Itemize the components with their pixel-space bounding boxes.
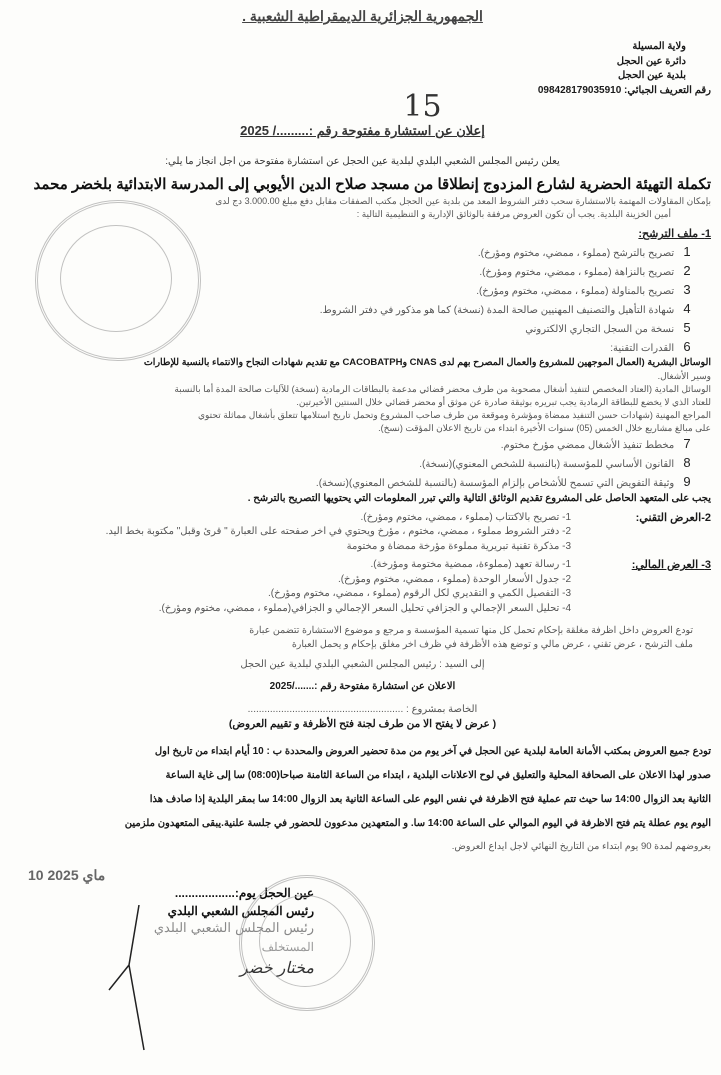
signatory-title: رئيس المجلس الشعبي البلدي [167, 903, 314, 918]
section2-heading: 2-العرض التقني: [635, 511, 711, 524]
envelope-line-2: ملف الترشح ، عرض تقني ، عرض مالي و توضع هذه الأظرفة في ظرف اخر مغلق بإحكام و يحمل العبارة [291, 638, 693, 650]
republic-header: الجمهورية الجزائرية الديمقراطية الشعبية . [242, 8, 483, 24]
list-item: 9 وثيقة التفويض التي تسمح للأشخاص بإلزام المؤسسة (بالنسبة للشخص المعنوي)(نسخة). [315, 474, 691, 490]
section2 [14, 511, 711, 555]
envelope-line-1: تودع العروض داخل اظرفة مغلقة بإحكام تحمل كل منها تسمية المؤسسة و مرجع و موضوع الاستشارة تتضمن عبارة [249, 625, 693, 637]
list-item: 3 تصريح بالمناولة (مملوء ، ممضي، مختوم ومؤرخ). [476, 282, 691, 298]
references-line-2: على مبالغ مشاريع خلال الخمس (05) سنوات الأخيرة ابتداء من تاريخ الاعلان المؤقت (نسخ). [378, 423, 711, 434]
list-item: 3- التفصيل الكمي و التقديري لكل الرقوم (مملوء ، ممضي، مختوم ومؤرخ). [268, 588, 571, 600]
list-item: 4- تحليل السعر الإجمالي و الجزافي تحليل السعر الإجمالي و الجزافي(مملوء ، ممضي، مختوم ومؤرخ). [158, 602, 571, 614]
material-resources-line-1: الوسائل المادية (العتاد المخصص لتنفيذ أشغال مصحوبة من طرف محضر قضائي مدعمة بالبطاقات الرمادية (نسخة) للآليات صالحة المدة أما بالنسبة [174, 384, 711, 395]
list-item: 3- مذكرة تقنية تبريرية مملوءة مؤرخة ممضاة و مختومة [346, 540, 571, 552]
signature-block [14, 865, 314, 1055]
list-item: 1- تصريح بالاكتتاب (مملوء ، ممضي، مختوم ومؤرخ). [360, 511, 571, 523]
withdrawal-line-2: أمين الخزينة البلدية. يجب أن تكون العروض مرفقة بالوثائق الإدارية و التنظيمية التالية : [356, 209, 671, 220]
section1-heading: 1- ملف الترشح: [638, 228, 711, 241]
handwritten-title: رئيس المجلس الشعبي البلدي [153, 921, 314, 937]
deposit-line-5: بعروضهم لمدة 90 يوم ابتداء من التاريخ النهائي لاجل ايداع العروض. [451, 841, 711, 853]
list-item: 4 شهادة التأهيل والتصنيف المهنيين صالحة المدة (نسخة) كما هو مذكور في دفتر الشروط. [319, 300, 691, 316]
place-date: عين الحجل يوم:.................. [174, 886, 314, 901]
list-item: 5 نسخة من السجل التجاري الالكتروني [525, 319, 691, 335]
announcement-title: إعلان عن استشارة مفتوحة رقم :........./ 2025 [240, 123, 485, 139]
envelope-recipient: إلى السيد : رئيس المجلس الشعبي البلدي لبلدية عين الحجل [240, 658, 485, 670]
list-item: 6 القدرات التقنية: [610, 338, 691, 354]
deposit-line-3: الثانية بعد الزوال 14:00 سا حيث تتم عملية فتح الاظرفة في نفس اليوم على الساعة الثانية بعد الزوال 14:00 سا بمقر البلدية إذا صادف هذا [149, 794, 711, 806]
human-resources-line-1: الوسائل البشرية (العمال الموجهين للمشروع والعمال المصرح بهم لدى CNAS وCACOBATPH مع تقديم شهادات النجاح والانتماء بالنسبة للإطارات [143, 357, 711, 369]
daira-label: دائرة عين الحجل [616, 55, 686, 67]
list-item: 1 تصريح بالترشح (مملوء ، ممضي، مختوم ومؤرخ). [477, 244, 691, 260]
issuer-block [14, 40, 711, 84]
date-stamp: 10 ماي 2025 [28, 867, 106, 884]
references-line-1: المراجع المهنية (شهادات حسن التنفيذ ممضاة ومؤشرة وموقعة من طرف صاحب المشروع وتحمل تاريخ استلامها تتعلق بأشغال مماثلة تحتوي [197, 410, 711, 421]
section3 [14, 558, 711, 616]
list-item: 2- دفتر الشروط مملوء ، ممضي، مختوم ، مؤرخ ويحتوي في اخر صفحته على العبارة " قرئ وقبل" مكتوبة بخط اليد. [105, 526, 571, 538]
handwritten-role: المستخلف [261, 939, 314, 954]
human-resources-line-2: وسير الأشغال. [657, 371, 711, 382]
list-item: 2- جدول الأسعار الوحدة (مملوء ، ممضي، مختوم ومؤرخ). [337, 573, 571, 585]
candidate-note: يجب على المتعهد الحاصل على المشروع تقديم الوثائق التالية والتي تبرر المعلومات التي يحتويها التصريح بالترشح . [247, 493, 711, 505]
list-item: 2 تصريح بالنزاهة (مملوء ، ممضي، مختوم ومؤرخ). [479, 263, 691, 279]
handwritten-number: 15 [403, 89, 442, 125]
handwritten-signature: مختار خضر [239, 958, 314, 978]
deposit-line-1: تودع جميع العروض بمكتب الأمانة العامة لبلدية عين الحجل في آخر يوم من مدة تحضير العروض والمحددة ب : 10 أيام ابتداء من تاريخ اول [154, 746, 711, 758]
project-title: تكملة التهيئة الحضرية لشارع المزدوج إنطلاقا من مسجد صلاح الدين الأيوبي إلى المدرسة الابتدائية بلخضر محمد [33, 175, 711, 193]
list-item: 1- رسالة تعهد (مملوءة، ممضية مختومة ومؤرخة). [370, 559, 571, 571]
envelope-warning: ( عرض لا يفتح الا من طرف لجنة فتح الأظرفة و تقييم العروض) [228, 718, 497, 731]
section3-heading: 3- العرض المالي: [631, 559, 711, 572]
list-item: 7 مخطط تنفيذ الأشغال ممضي مؤرخ مختوم. [500, 436, 691, 452]
envelope-reference: الاعلان عن استشارة مفتوحة رقم :......./2025 [269, 681, 456, 693]
signature-stroke-icon [99, 905, 169, 1055]
material-resources-line-2: للعتاد الذي لا يخضع للبطاقة الرمادية يجب تبريره بوثيقة صادرة عن موثق أو محضر قضائي خلال السنتين الأخيرتين. [296, 397, 711, 408]
envelope-project: الخاصة بمشروع : ........................................................ [247, 703, 478, 715]
deposit-line-4: اليوم يوم عطلة يتم فتح الاظرفة في اليوم الموالي على الساعة 14:00 سا. و المتعهدين مدعوون للحضور في جلسة علنية.يبقى المتعهدون ملزمين [124, 818, 711, 830]
deposit-line-2: صدور لهذا الاعلان على الصحافة المحلية والتعليق في لوح الاعلانات البلدية ، ابتداء من الساعة الثامنة صباحا(08:00) سا إلى غاية الساعة [165, 770, 711, 782]
withdrawal-line-1: بإمكان المقاولات المهتمة بالاستشارة سحب دفتر الشروط المعد من بلدية عين الحجل مكتب الصفقات مقابل دفع مبلغ 3.000.00 دج لدى [215, 196, 711, 207]
commune-label: بلدية عين الحجل [618, 70, 686, 82]
intro-text: يعلن رئيس المجلس الشعبي البلدي لبلدية عين الحجل عن استشارة مفتوحة من اجل انجاز ما يلي: [165, 156, 560, 168]
wilaya-label: ولاية المسيلة [632, 41, 686, 53]
list-item: 8 القانون الأساسي للمؤسسة (بالنسبة للشخص المعنوي)(نسخة). [419, 455, 691, 471]
tax-id: رقم التعريف الجبائي: 098428179035910 [537, 84, 711, 96]
